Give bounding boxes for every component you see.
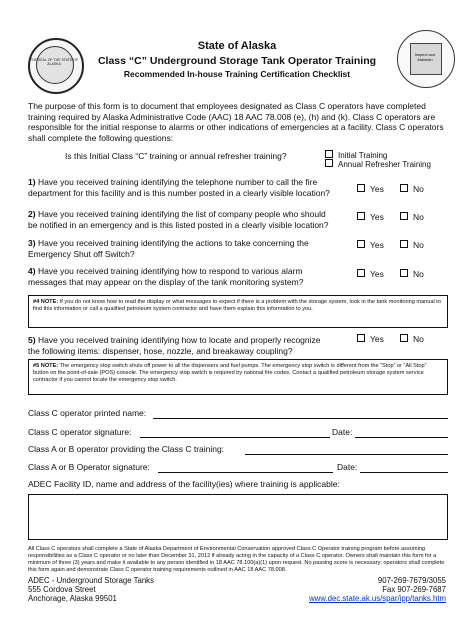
q3-no-label: No bbox=[413, 240, 424, 250]
q2-yes-label: Yes bbox=[370, 212, 384, 222]
form-title: Class “C” Underground Storage Tank Operator Training bbox=[97, 55, 377, 67]
page-title: State of Alaska bbox=[197, 40, 277, 52]
q4-yes-checkbox[interactable] bbox=[357, 269, 365, 277]
ab-provider-label: Class A or B operator providing the Class C training: bbox=[28, 444, 225, 454]
note-4-box bbox=[28, 295, 448, 328]
q5-yes[interactable] bbox=[357, 334, 384, 344]
ab-signature-label: Class A or B Operator signature: bbox=[28, 462, 150, 472]
intro-paragraph: The purpose of this form is to document that employees designated as Class C operators have completed training required by Alaska Administrative Code (AAC) 18 AAC 78.008 (e), (h) and (k). Class C operators are responsible for the initial response to alarms or other indications of emergencies at a facility. Class C operators shall complete the following questions: bbox=[28, 101, 444, 143]
signature-label: Class C operator signature: bbox=[28, 427, 132, 437]
printed-name-field[interactable] bbox=[153, 418, 448, 419]
question-1-text: Have you received training identifying the telephone number to call the fire department for this facility and is this number posted in a clearly visible location? bbox=[28, 177, 330, 198]
note-5-box bbox=[28, 359, 448, 395]
address-line-2: 555 Cordova Street bbox=[28, 585, 96, 594]
question-2-number: 2) bbox=[28, 209, 36, 219]
question-1 bbox=[28, 177, 333, 198]
question-5-number: 5) bbox=[28, 335, 36, 345]
q4-yes[interactable] bbox=[357, 269, 384, 279]
signature-date-label: Date: bbox=[332, 427, 353, 437]
q3-yes-checkbox[interactable] bbox=[357, 240, 365, 248]
ab-signature-field[interactable] bbox=[158, 472, 333, 473]
facility-label: ADEC Facility ID, name and address of the facility(ies) where training is applicable: bbox=[28, 479, 340, 489]
q1-no-checkbox[interactable] bbox=[400, 184, 408, 192]
q4-yes-label: Yes bbox=[370, 269, 384, 279]
q1-yes-checkbox[interactable] bbox=[357, 184, 365, 192]
q1-no-label: No bbox=[413, 184, 424, 194]
q2-no-label: No bbox=[413, 212, 424, 222]
q1-yes[interactable] bbox=[357, 184, 384, 194]
address-line-3: Anchorage, Alaska 99501 bbox=[28, 594, 117, 603]
question-2 bbox=[28, 209, 333, 230]
signature-field[interactable] bbox=[140, 437, 330, 438]
q5-no[interactable] bbox=[400, 334, 424, 344]
q3-yes[interactable] bbox=[357, 240, 384, 250]
q2-yes-checkbox[interactable] bbox=[357, 212, 365, 220]
q4-no-label: No bbox=[413, 269, 424, 279]
contact-phone: 907-269-7679/3055 bbox=[377, 576, 446, 585]
q5-yes-label: Yes bbox=[370, 334, 384, 344]
question-4 bbox=[28, 266, 333, 287]
ab-date-field[interactable] bbox=[360, 472, 448, 473]
q2-no[interactable] bbox=[400, 212, 424, 222]
contact-fax: Fax 907-269-7687 bbox=[382, 585, 446, 594]
q4-no-checkbox[interactable] bbox=[400, 269, 408, 277]
question-4-number: 4) bbox=[28, 266, 36, 276]
note-5-label: #5 NOTE: bbox=[33, 363, 59, 369]
question-4-text: Have you received training identifying how to respond to various alarm messages that may appear on the display of the tank monitoring system? bbox=[28, 266, 304, 287]
checkbox-initial[interactable] bbox=[325, 150, 333, 158]
q5-no-label: No bbox=[413, 334, 424, 344]
question-3 bbox=[28, 238, 333, 259]
note-4-label: #4 NOTE: bbox=[33, 299, 59, 305]
training-type-question: Is this Initial Class “C” training or annual refresher training? bbox=[65, 151, 287, 161]
signature-date-field[interactable] bbox=[355, 437, 448, 438]
ab-provider-field[interactable] bbox=[245, 454, 448, 455]
note-5-text: The emergency stop switch shuts off power to all the dispensers and fuel pumps. The emergency stop switch is different from the “Stop” or “All Stop” button on the point-of-sale (POS) console. The emergency stop switch is required by national fire codes. Contact a qualified petroleum storage system service contractor if you cannot locate the emergency stop switch. bbox=[33, 363, 427, 383]
note-4-text: If you do not know how to read the display or what messages to expect if there is a problem with the storage system, look in the tank monitoring manual to find this information or call a qualified petroleum system contractor and have them explain this information to you. bbox=[33, 299, 441, 312]
option-refresher-label: Annual Refresher Training bbox=[338, 160, 431, 169]
q2-no-checkbox[interactable] bbox=[400, 212, 408, 220]
q1-yes-label: Yes bbox=[370, 184, 384, 194]
question-3-text: Have you received training identifying the actions to take concerning the Emergency Shut off Switch? bbox=[28, 238, 309, 259]
question-1-number: 1) bbox=[28, 177, 36, 187]
website-link[interactable]: www.dec.state.ak.us/spar/ipp/tanks.htm bbox=[309, 594, 446, 603]
q3-no[interactable] bbox=[400, 240, 424, 250]
q5-no-checkbox[interactable] bbox=[400, 334, 408, 342]
state-seal-text: THE SEAL OF THE STATE OF ALASKA bbox=[29, 58, 79, 66]
printed-name-label: Class C operator printed name: bbox=[28, 408, 147, 418]
ust-logo-text: Inspect and Maintain bbox=[414, 52, 436, 62]
address-line-1: ADEC - Underground Storage Tanks bbox=[28, 576, 154, 585]
q5-yes-checkbox[interactable] bbox=[357, 334, 365, 342]
q2-yes[interactable] bbox=[357, 212, 384, 222]
option-annual-refresher[interactable] bbox=[325, 159, 431, 169]
q4-no[interactable] bbox=[400, 269, 424, 279]
question-5-text: Have you received training identifying how to locate and properly recognize the following items: dispenser, hose, nozzle, and breakaway coupling? bbox=[28, 335, 321, 356]
form-subtitle: Recommended In-house Training Certification Checklist bbox=[123, 69, 351, 79]
facility-input-box[interactable] bbox=[28, 494, 448, 540]
footer-note: All Class C operators shall complete a State of Alaska Department of Environmental Conservation approved Class C Operator training program before assuming responsibilities as a Class C operator or no later than December 31, 2012 if already acting in the capacity of a Class C operator. Owners shall maintain this form for a minimum of three (3) years and make it available to any person identified in 18 AAC 78.100(a)(1) upon request. No passing score is necessary; operators shall complete this form again and demonstrate Class C operator training requirements outlined in AAC 18 AAC 78.008. bbox=[28, 546, 445, 573]
question-2-text: Have you received training identifying the list of company people who should be notified in an emergency and is this listed posted in a clearly visible location? bbox=[28, 209, 329, 230]
question-3-number: 3) bbox=[28, 238, 36, 248]
ab-date-label: Date: bbox=[337, 462, 358, 472]
q3-yes-label: Yes bbox=[370, 240, 384, 250]
q1-no[interactable] bbox=[400, 184, 424, 194]
question-5 bbox=[28, 335, 333, 356]
checkbox-refresher[interactable] bbox=[325, 159, 333, 167]
option-initial-label: Initial Training bbox=[338, 151, 388, 160]
q3-no-checkbox[interactable] bbox=[400, 240, 408, 248]
